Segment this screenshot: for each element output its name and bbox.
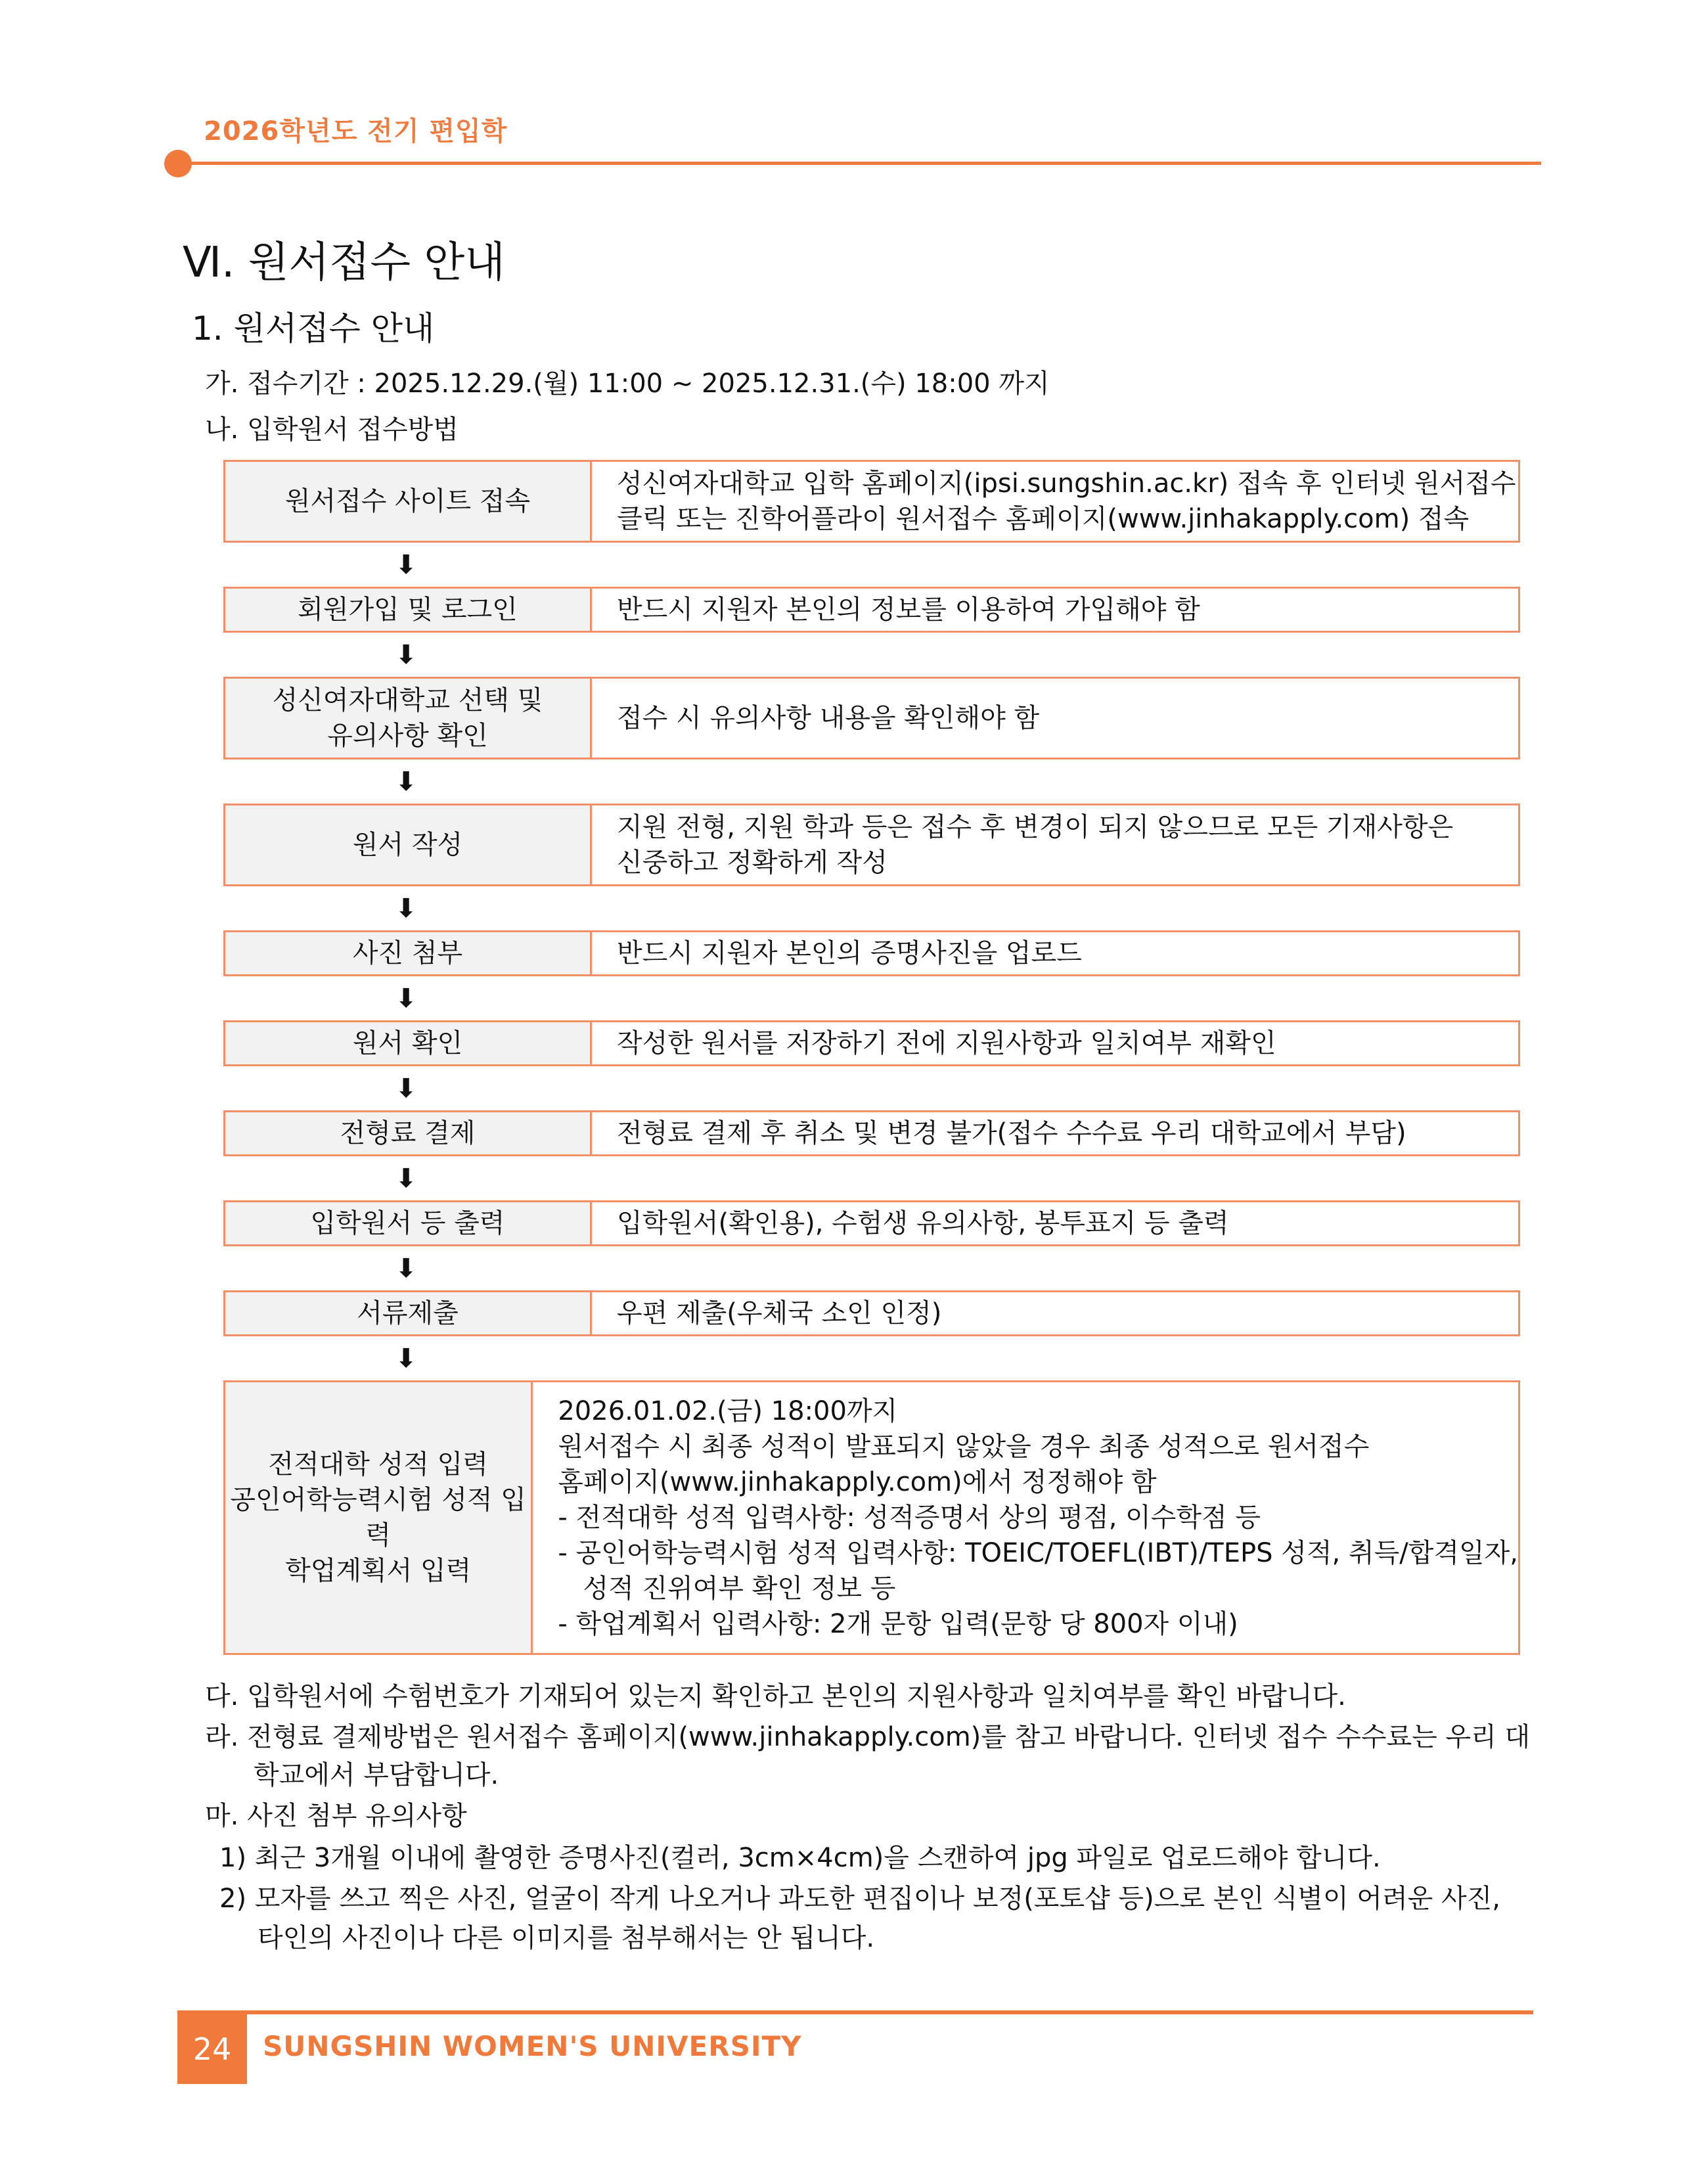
note-ma-item-2: 2) 모자를 쓰고 찍은 사진, 얼굴이 작게 나오거나 과도한 편집이나 보정(포토샵 등)으로 본인 식별이 어려운 사진, (219, 1884, 1500, 1914)
flow-step-description: 성신여자대학교 입학 홈페이지(ipsi.sungshin.ac.kr) 접속 후 인터넷 원서접수 클릭 또는 진학어플라이 원서접수 홈페이지(www.jinhakapply.com) 접속 (617, 468, 1516, 534)
flow-step-label: 전적대학 성적 입력 공인어학능력시험 성적 입력 학업계획서 입력 (225, 1382, 533, 1653)
flow-step-description: 2026.01.02.(금) 18:00까지 원서접수 시 최종 성적이 발표되지 않았을 경우 최종 성적으로 원서접수 홈페이지(www.jinhakapply.com)에서 정정해야 함 - 전적대학 성적 입력사항: 성적증명서 상의 평점, 이수학점 등 - 공인어학능력시험 성적 입력사항: TOEIC/TOEFL(IBT)/TEPS 성적, 취득/합격일자, 성적 진위여부 확인 정보 등 - 학업계획서 입력사항: 2개 문항 입력(문항 당 800자 이내) (558, 1396, 1518, 1639)
application-period: 가. 접수기간 : 2025.12.29.(월) 11:00 ~ 2025.12.31.(수) 18:00 까지 (205, 369, 1050, 399)
down-arrow-icon: ⬇ (395, 1164, 417, 1194)
footer-university: SUNGSHIN WOMEN'S UNIVERSITY (263, 2030, 802, 2062)
flow-row (223, 677, 1520, 759)
note-ma-item-1: 1) 최근 3개월 이내에 촬영한 증명사진(컬러, 3cm×4cm)을 스캔하여 jpg 파일로 업로드해야 합니다. (219, 1843, 1381, 1873)
flow-step-label: 입학원서 등 출력 (225, 1202, 592, 1244)
flow-row (223, 1380, 1520, 1655)
note-ma-heading: 마. 사진 첨부 유의사항 (205, 1801, 467, 1831)
flow-step-description: 지원 전형, 지원 학과 등은 접수 후 변경이 되지 않으므로 모든 기재사항은 신중하고 정확하게 작성 (617, 812, 1454, 878)
footer-divider (177, 2010, 1533, 2014)
down-arrow-icon: ⬇ (395, 767, 417, 797)
down-arrow-icon: ⬇ (395, 1344, 417, 1374)
flow-row (223, 1290, 1520, 1336)
header-divider (177, 162, 1541, 165)
flow-step-label: 서류제출 (225, 1292, 592, 1334)
flow-step-label: 전형료 결제 (225, 1112, 592, 1154)
flow-step-label: 성신여자대학교 선택 및 유의사항 확인 (225, 679, 592, 758)
flow-row (223, 587, 1520, 633)
flow-row (223, 1200, 1520, 1246)
note-ra: 라. 전형료 결제방법은 원서접수 홈페이지(www.jinhakapply.com)를 참고 바랍니다. 인터넷 접수 수수료는 우리 대 (205, 1722, 1531, 1752)
section-title: Ⅵ. 원서접수 안내 (183, 238, 506, 287)
application-method-heading: 나. 입학원서 접수방법 (205, 415, 459, 445)
down-arrow-icon: ⬇ (395, 550, 417, 580)
flow-row (223, 1020, 1520, 1066)
flow-step-description: 반드시 지원자 본인의 정보를 이용하여 가입해야 함 (617, 595, 1200, 625)
note-ra-continued: 학교에서 부담합니다. (254, 1760, 499, 1790)
flow-step-description: 우편 제출(우체국 소인 인정) (617, 1298, 942, 1328)
page-number: 24 (177, 2014, 247, 2084)
flow-step-description: 반드시 지원자 본인의 증명사진을 업로드 (617, 938, 1082, 968)
flow-step-label: 원서접수 사이트 접속 (225, 462, 592, 541)
header-title: 2026학년도 전기 편입학 (204, 116, 508, 147)
flow-step-label: 원서 확인 (225, 1022, 592, 1064)
flow-row (223, 460, 1520, 543)
flow-step-label: 사진 첨부 (225, 932, 592, 974)
flow-step-description: 접수 시 유의사항 내용을 확인해야 함 (617, 703, 1040, 733)
flow-row (223, 804, 1520, 886)
down-arrow-icon: ⬇ (395, 1074, 417, 1104)
down-arrow-icon: ⬇ (395, 984, 417, 1014)
down-arrow-icon: ⬇ (395, 894, 417, 924)
flow-step-description: 입학원서(확인용), 수험생 유의사항, 봉투표지 등 출력 (617, 1208, 1229, 1238)
down-arrow-icon: ⬇ (395, 640, 417, 670)
note-ma-item-2-continued: 타인의 사진이나 다른 이미지를 첨부해서는 안 됩니다. (258, 1923, 875, 1953)
flow-row (223, 930, 1520, 976)
flow-step-label: 원서 작성 (225, 805, 592, 884)
flow-step-description: 작성한 원서를 저장하기 전에 지원사항과 일치여부 재확인 (617, 1028, 1276, 1058)
flow-step-label: 회원가입 및 로그인 (225, 589, 592, 631)
flow-step-description: 전형료 결제 후 취소 및 변경 불가(접수 수수료 우리 대학교에서 부담) (617, 1118, 1406, 1148)
note-da: 다. 입학원서에 수험번호가 기재되어 있는지 확인하고 본인의 지원사항과 일치여부를 확인 바랍니다. (205, 1681, 1346, 1711)
section-subtitle: 1. 원서접수 안내 (192, 309, 435, 348)
down-arrow-icon: ⬇ (395, 1254, 417, 1284)
flow-row (223, 1110, 1520, 1156)
